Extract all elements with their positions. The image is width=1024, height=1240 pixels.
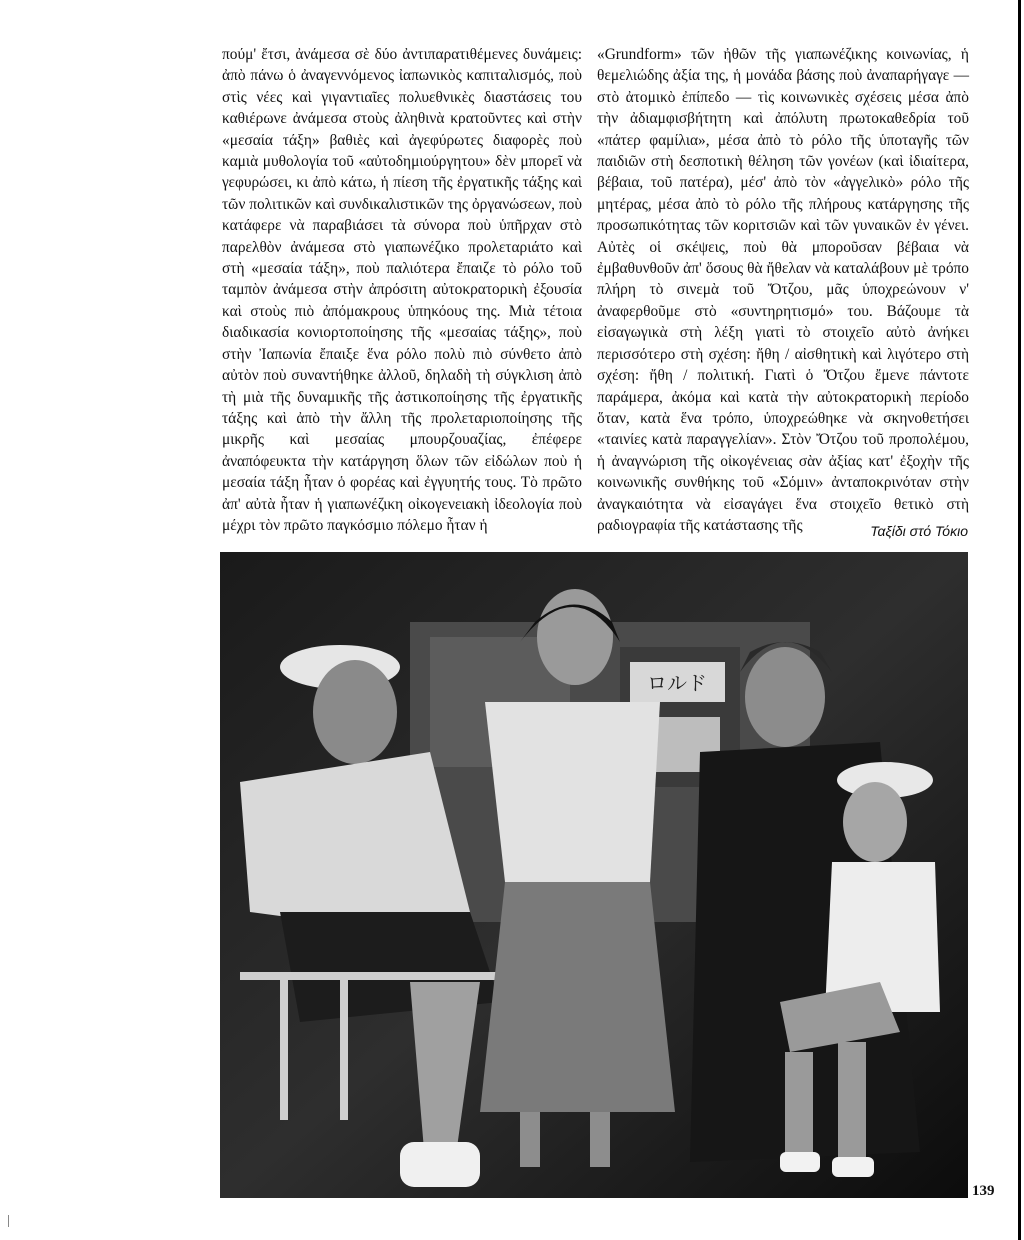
woman-face: [537, 589, 613, 685]
film-still-illustration: [220, 552, 968, 1198]
film-still-photo: [220, 552, 968, 1198]
article-right-column: [597, 44, 969, 536]
woman-skirt: [480, 882, 675, 1112]
left-column-text: πούμ' ἔτσι, ἀνάμεσα σὲ δύο ἀντιπαρατιθέμενες δυνάμεις: ἀπὸ πάνω ὁ ἀναγεννόμενος ἰαπωνικὸς καπιταλισμός, ποὺ στὶς νέες καὶ γιγαντιαῖες πολυεθνικὲς διαστάσεις του καθιέρωνε ἀνάμεσα στοὺς ἀληθινὰ κρατοῦντες καὶ στὴν «μεσαία τάξη» βαθιὲς καὶ ἀγεφύρωτες διαφορὲς ποὺ καμιὰ μυθολογία τοῦ «αὐτοδημιούργητου» δὲν μπορεῖ νὰ γεφυρώσει, κι ἀπὸ κάτω, ἡ πίεση τῆς ἐργατικῆς τάξης καὶ τῶν πολιτικῶν καὶ συνδικαλιστικῶν της ὀργανώσεων, ποὺ κατάφερε νὰ παραβιάσει τὰ σύνορα ποὺ ὑπῆρχαν στὸ παρελθὸν ἀνάμεσα στὸ γιαπωνέζικο προλεταριάτο καὶ στὴ «μεσαία τάξη», ποὺ παλιότερα ἔπαιζε τὸ ρόλο τοῦ ταμπὸν ἀνάμεσα στὴν ἀπρόσιτη αὐτοκρατορικὴ ἐξουσία καὶ στοὺς πιὸ ἀπόμακρους ὑπηκόους της. Μιὰ τέτοια διαδικασία κονιορτοποίησης τῆς «μεσαίας τάξης», ποὺ στὴν Ἰαπωνία ἔπαιξε ἕνα ρόλο πολὺ πιὸ σύνθετο ἀπὸ αὐτὸν ποὺ συναντήθηκε ἀλλοῦ, δηλαδὴ τὴ σύγκλιση ἀπὸ τὴ μιὰ τῆς δυναμικῆς τῆς ἀστικοποίησης τῆς ἐργατικῆς τάξης καὶ ἀπὸ τὴν ἄλλη τῆς προλεταριοποίησης τῆς μικρῆς καὶ μεσαίας μπουρζουαζίας, ἐπέφερε ἀναπόφευκτα τὴν κατάργηση ὅλων τῶν εἰδώλων ποὺ ἡ μεσαία τάξη ἦταν ὁ φορέας καὶ ἐγγυητής τους. Τὸ πρῶτο ἀπ' αὐτὰ ἦταν ἡ γιαπωνέζικη οἰκογενειακὴ ἰδεολογία ποὺ μέχρι τὸν πρῶτο παγκόσμιο πόλεμο ἦταν ἡ: [222, 46, 582, 534]
boy-face: [313, 660, 397, 764]
wall-sign-text: ロルド: [647, 671, 707, 695]
woman-blouse: [485, 702, 660, 882]
right-column-text: «Grundform» τῶν ἠθῶν τῆς γιαπωνέζικης κοινωνίας, ἡ θεμελιώδης ἀξία της, ἡ μονάδα βάσης ποὺ ἀναπαρήγαγε — στὸ ἀτομικὸ ἐπίπεδο — τὶς κοινωνικὲς σχέσεις μέσα ἀπὸ τὴν ἀδιαμφισβήτητη καὶ ἀπόλυτη πρωτοκαθεδρία τοῦ «πάτερ φαμίλια», μέσα ἀπὸ τὸ ρόλο τῆς ὑποταγῆς τῶν παιδιῶν στὴ δεσποτικὴ θέληση τῶν γονέων (καὶ ἰδιαίτερα, βέβαια, τοῦ πατέρα), μέσ' ἀπὸ τὸν «ἀγγελικὸ» ρόλο τῆς μητέρας, μέσα ἀπὸ τὸ ρόλο τῆς πλήρους κατάργησης τῆς προσωπικότητας τῶν κοριτσιῶν καὶ τῶν γυναικῶν ἐν γένει. Αὐτὲς οἱ σκέψεις, ποὺ θὰ μποροῦσαν βέβαια νὰ ἐμβαθυνθοῦν ἀπ' ὅσους θὰ ἤθελαν νὰ καταλάβουν μὲ τρόπο πλήρη τὸ σινεμὰ τοῦ Ὄτζου, μᾶς ὑποχρεώνουν ν' ἀναφερθοῦμε στὸ «συντηρητισμό» του. Βάζουμε τὰ εἰσαγωγικὰ στὴ λέξη γιατὶ τὸ στοιχεῖο αὐτὸ ἀνήκει περισσότερο στὴ σχέση: ἤθη / αἰσθητικὴ καὶ λιγότερο στὴ σχέση: ἤθη / πολιτική. Γιατὶ ὁ Ὄτζου ἔμενε πάντοτε παράμερα, ἀκόμα καὶ κατὰ τὴν αὐτοκρατορικὴ περίοδο ὅταν, κατὰ ἕνα τρόπο, ὑποχρεώθηκε νὰ σκηνοθετήσει «ταινίες κατὰ παραγγελίαν». Στὸν Ὄτζου τοῦ προπολέμου, ἡ ἀναγνώριση τῆς οἰκογένειας σὰν ἀξίας κατ' ἐξοχὴν τῆς κοινωνικῆς συνθήκης τοῦ «Σόμιν» ἀνταποκρινόταν στὴν ἀναγκαιότητα νὰ εἰσαγάγει ἕνα στοιχεῖο θετικὸ στὴ ραδιογραφία τῆς κατάστασης τῆς: [597, 46, 969, 534]
scan-margin-mark: [8, 1215, 13, 1227]
article-left-column: [222, 44, 582, 536]
scan-edge-line: [1018, 0, 1021, 1240]
boy-shoes: [400, 1142, 480, 1187]
photo-caption: Ταξίδι στό Τόκιο: [870, 523, 968, 539]
boy-shirt: [240, 752, 470, 932]
page-number: 139: [972, 1183, 995, 1199]
bed-frame: [240, 972, 500, 980]
older-woman-face: [745, 647, 825, 747]
small-boy-face: [843, 782, 907, 862]
